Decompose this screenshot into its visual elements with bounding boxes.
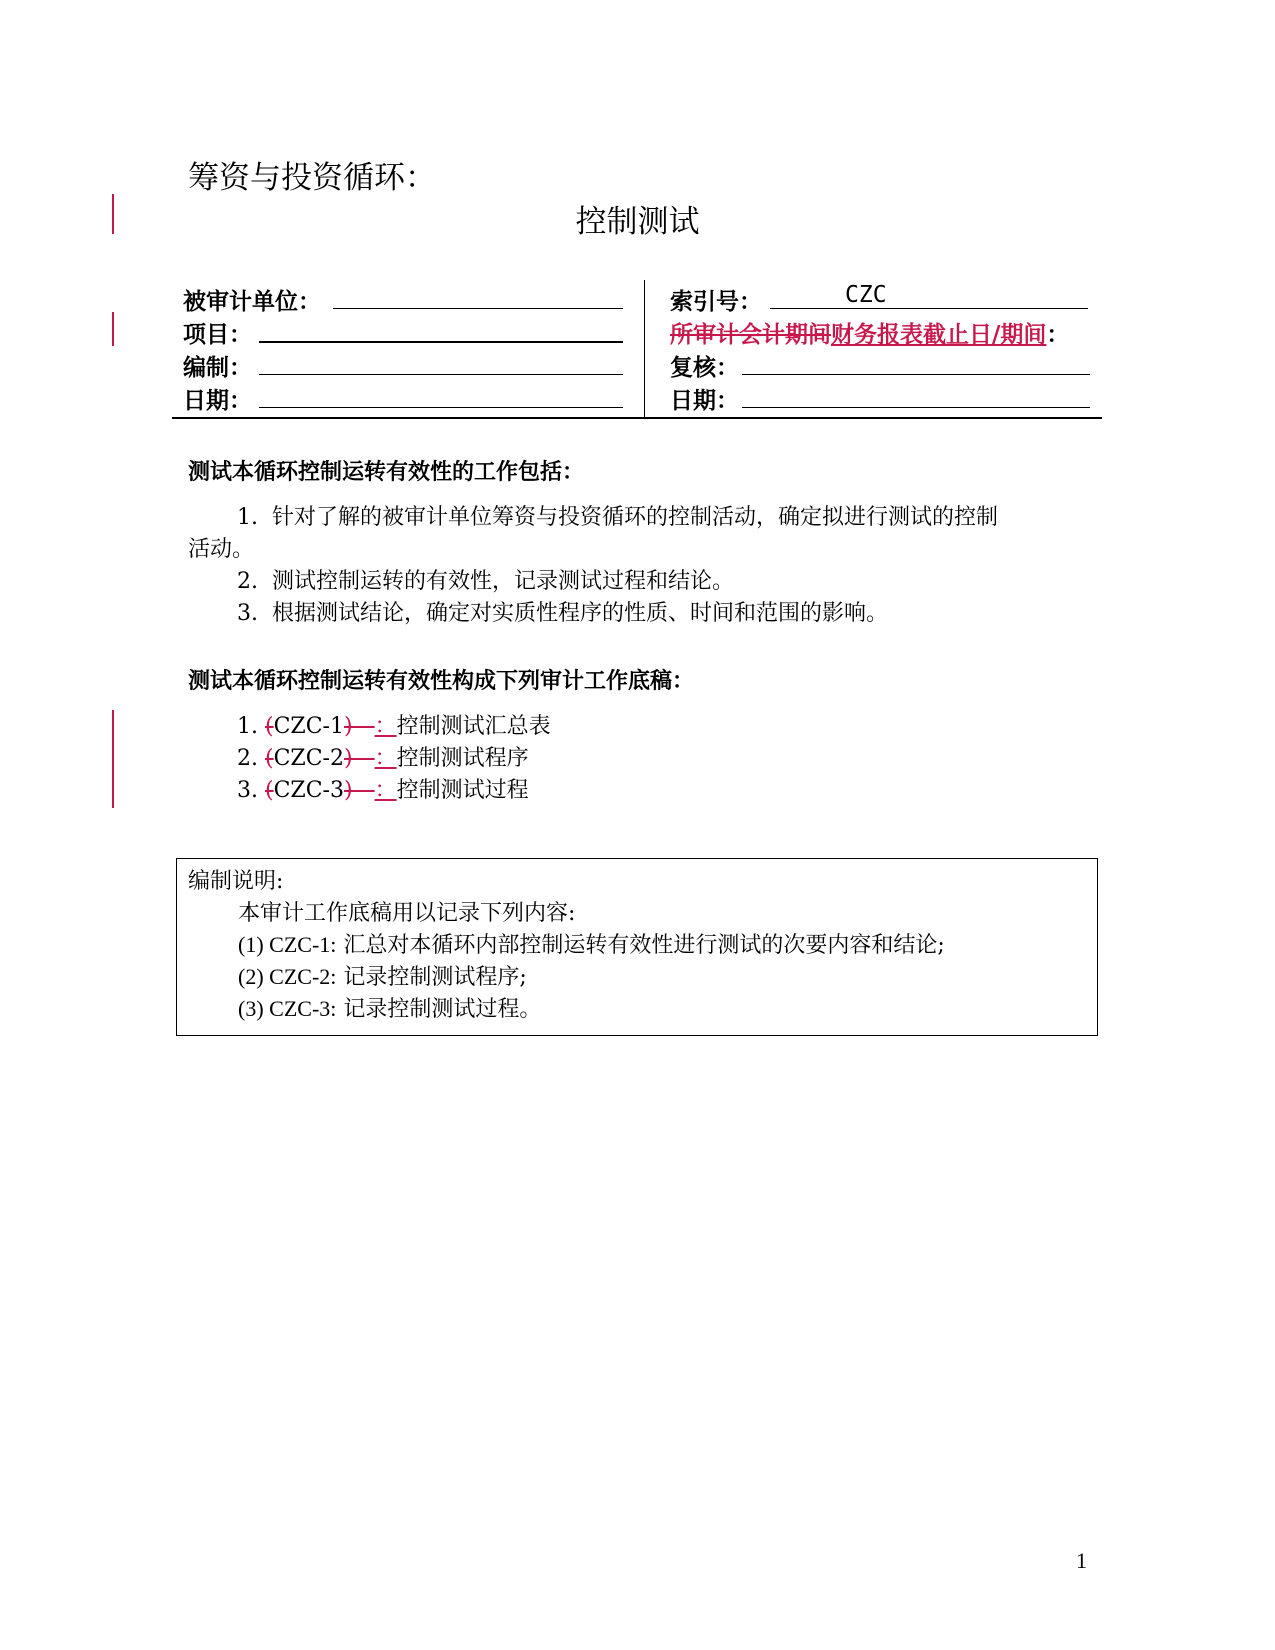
prepared-date-field[interactable] <box>259 407 623 408</box>
project-field[interactable] <box>259 341 623 343</box>
review-date-label: 日期： <box>670 388 739 414</box>
inserted-colon: ： <box>374 714 397 739</box>
deleted-close-dash: )— <box>343 714 375 739</box>
deleted-open-paren: ( <box>265 746 274 771</box>
deleted-close-dash: )— <box>343 778 375 803</box>
notes-text: 汇总对本循环内部控制运转有效性进行测试的次要内容和结论; <box>343 933 945 958</box>
period-inserted-text: 财务报表截止日/期间 <box>831 322 1047 348</box>
deleted-open-paren: ( <box>265 714 274 739</box>
auditee-label: 被审计单位： <box>183 289 321 315</box>
inserted-colon: ： <box>374 746 397 771</box>
item-number: 3. <box>237 601 258 626</box>
page-number: 1 <box>1076 1548 1087 1573</box>
period-deleted-text: 所审计会计期间 <box>670 322 831 348</box>
item-number: 2. <box>237 569 258 594</box>
item-number: 2. <box>237 746 258 771</box>
prepared-by-label: 编制： <box>183 355 252 381</box>
notes-code: (1) CZC-1: <box>238 932 337 957</box>
auditee-field[interactable] <box>333 308 623 309</box>
index-field[interactable] <box>770 308 1088 309</box>
section2-heading: 测试本循环控制运转有效性构成下列审计工作底稿： <box>188 669 695 694</box>
section1-item-1 <box>237 502 998 534</box>
workpaper-code: CZC-1 <box>273 714 344 739</box>
workpaper-item-1 <box>237 711 551 743</box>
section1-heading: 测试本循环控制运转有效性的工作包括： <box>188 460 585 485</box>
period-colon: ： <box>1046 322 1070 348</box>
notes-heading: 编制说明: <box>188 869 284 894</box>
period-label <box>670 316 1069 349</box>
deleted-open-paren: ( <box>265 778 274 803</box>
workpaper-title: 控制测试汇总表 <box>396 714 551 739</box>
prepared-by-field[interactable] <box>259 374 623 375</box>
workpaper-title: 控制测试程序 <box>396 746 529 771</box>
notes-code: (2) CZC-2: <box>238 964 337 989</box>
review-label: 复核： <box>670 355 739 381</box>
header-rule <box>172 417 1102 419</box>
review-field[interactable] <box>742 374 1090 375</box>
workpaper-item-2 <box>237 743 529 775</box>
section1-item-3 <box>237 598 888 630</box>
index-label: 索引号： <box>670 289 762 315</box>
item-number: 3. <box>237 778 258 803</box>
revision-bar-header <box>112 312 114 346</box>
item-text: 针对了解的被审计单位筹资与投资循环的控制活动，确定拟进行测试的控制 <box>272 505 999 530</box>
inserted-colon: ： <box>374 778 397 803</box>
document-title: 筹资与投资循环： <box>188 160 436 196</box>
section1-item-2 <box>237 566 734 598</box>
workpaper-code: CZC-2 <box>273 746 344 771</box>
workpaper-title: 控制测试过程 <box>396 778 529 803</box>
notes-text: 记录控制测试过程。 <box>343 997 542 1022</box>
workpaper-item-3 <box>237 775 529 807</box>
notes-intro: 本审计工作底稿用以记录下列内容: <box>238 901 576 926</box>
index-value: CZC <box>845 282 887 308</box>
prepared-date-label: 日期： <box>183 388 252 414</box>
item-number: 1. <box>237 714 258 739</box>
notes-code: (3) CZC-3: <box>238 996 337 1021</box>
notes-item-3 <box>238 992 541 1023</box>
item-text: 测试控制运转的有效性，记录测试过程和结论。 <box>272 569 735 594</box>
workpaper-code: CZC-3 <box>273 778 344 803</box>
section1-item-1-continued: 活动。 <box>188 537 255 562</box>
notes-text: 记录控制测试程序; <box>343 965 527 990</box>
notes-item-1 <box>238 928 945 959</box>
item-text: 根据测试结论，确定对实质性程序的性质、时间和范围的影响。 <box>272 601 889 626</box>
project-label: 项目： <box>183 322 252 348</box>
document-subtitle: 控制测试 <box>575 204 700 240</box>
notes-item-2 <box>238 960 527 991</box>
deleted-close-dash: )— <box>343 746 375 771</box>
item-number: 1. <box>237 505 258 530</box>
revision-bar-workpapers <box>112 710 114 808</box>
header-divider <box>644 280 645 418</box>
review-date-field[interactable] <box>742 407 1090 408</box>
